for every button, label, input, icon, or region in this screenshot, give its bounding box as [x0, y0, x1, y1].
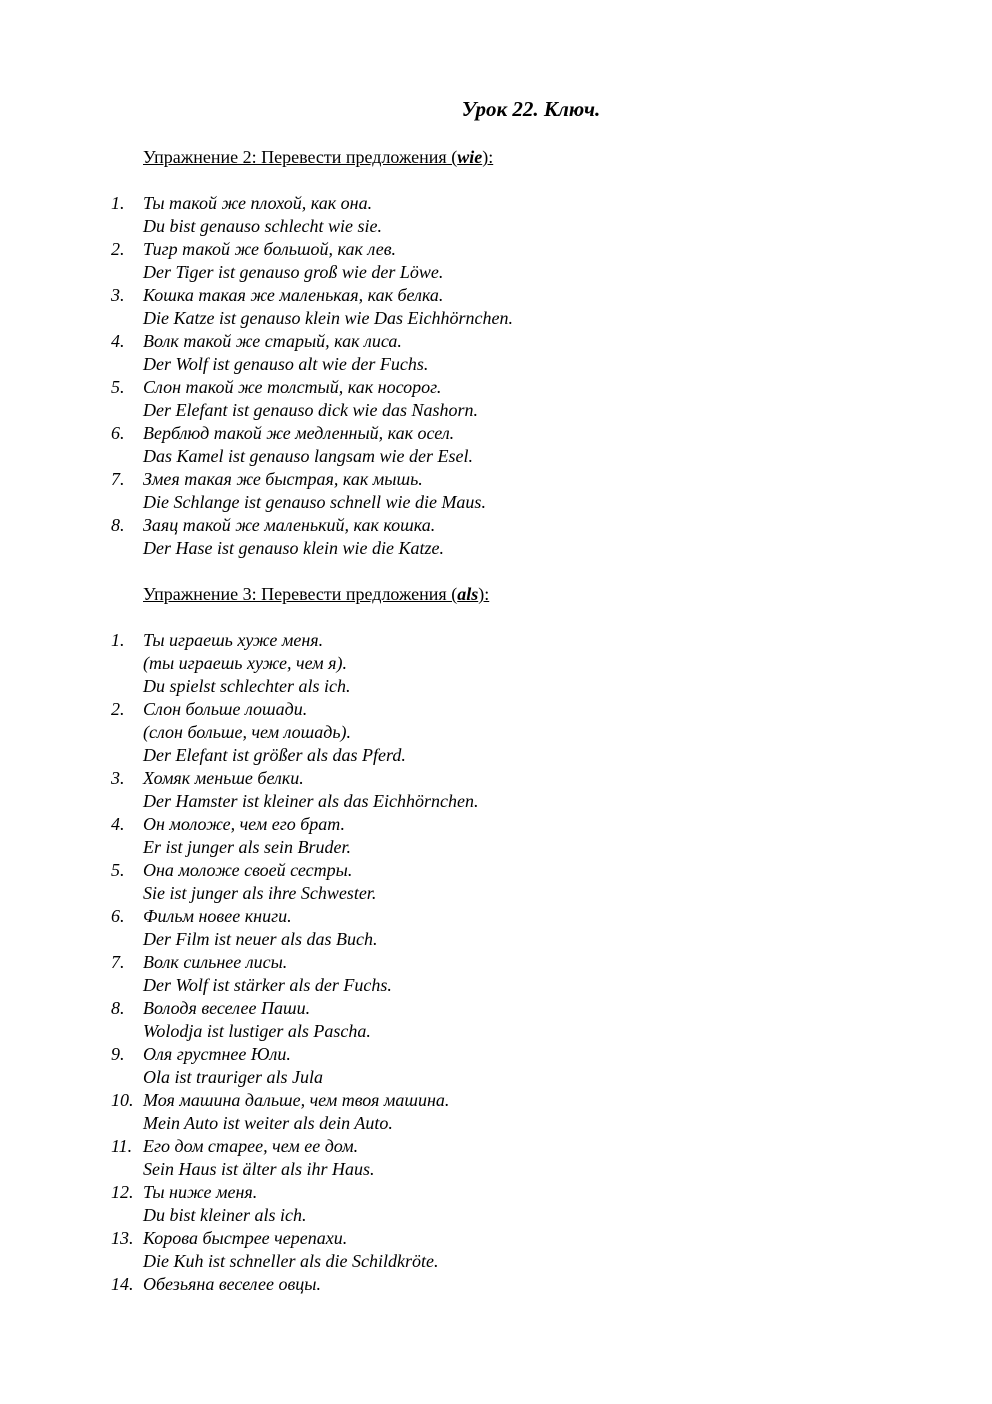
russian-sentence: Фильм новее книги.	[143, 906, 292, 926]
item-number: 3.	[111, 768, 125, 788]
item-number: 8.	[111, 998, 125, 1018]
russian-sentence: Его дом старее, чем ее дом.	[143, 1136, 359, 1156]
list-item	[0, 376, 992, 422]
list-item	[0, 1273, 992, 1296]
sentence-line: Der Wolf ist genauso alt wie der Fuchs.	[143, 354, 429, 374]
exercise-3-keyword: als	[457, 584, 479, 604]
sentence-line: Das Kamel ist genauso langsam wie der Esel.	[143, 446, 473, 466]
sentence-line: Der Hamster ist kleiner als das Eichhörnchen.	[143, 791, 479, 811]
russian-sentence: Володя веселее Паши.	[143, 998, 311, 1018]
item-number: 7.	[111, 469, 125, 489]
list-item	[0, 192, 992, 238]
item-number: 4.	[111, 814, 125, 834]
item-number: 6.	[111, 423, 125, 443]
exercise-3-heading-suffix: ):	[478, 584, 490, 604]
list-item	[0, 997, 992, 1043]
exercise-3-heading	[143, 583, 489, 606]
sentence-line: Der Elefant ist genauso dick wie das Nashorn.	[143, 400, 478, 420]
item-number: 8.	[111, 515, 125, 535]
item-number: 14.	[111, 1274, 134, 1294]
list-item	[0, 1089, 992, 1135]
sentence-line: (ты играешь хуже, чем я).	[143, 653, 347, 673]
item-number: 2.	[111, 699, 125, 719]
russian-sentence: Змея такая же быстрая, как мышь.	[143, 469, 423, 489]
sentence-line: Der Tiger ist genauso groß wie der Löwe.	[143, 262, 444, 282]
exercise-2-heading-prefix: Упражнение 2: Перевести предложения (	[143, 147, 458, 167]
russian-sentence: Слон больше лошади.	[143, 699, 308, 719]
item-number: 12.	[111, 1182, 134, 1202]
sentence-line: Du bist kleiner als ich.	[143, 1205, 307, 1225]
russian-sentence: Хомяк меньше белки.	[143, 768, 304, 788]
russian-sentence: Обезьяна веселее овцы.	[143, 1274, 321, 1294]
list-item	[0, 951, 992, 997]
item-number: 4.	[111, 331, 125, 351]
sentence-line: Wolodja ist lustiger als Pascha.	[143, 1021, 371, 1041]
list-item	[0, 514, 992, 560]
exercise-2-heading-suffix: ):	[482, 147, 494, 167]
item-number: 3.	[111, 285, 125, 305]
item-number: 7.	[111, 952, 125, 972]
list-item	[0, 629, 992, 698]
sentence-line: Die Kuh ist schneller als die Schildkröte.	[143, 1251, 439, 1271]
item-number: 9.	[111, 1044, 125, 1064]
list-item	[0, 422, 992, 468]
list-item	[0, 698, 992, 767]
sentence-line: Er ist junger als sein Bruder.	[143, 837, 352, 857]
list-item	[0, 330, 992, 376]
item-number: 11.	[111, 1136, 133, 1156]
russian-sentence: Оля грустнее Юли.	[143, 1044, 291, 1064]
sentence-line: Die Katze ist genauso klein wie Das Eichhörnchen.	[143, 308, 513, 328]
sentence-line: Sein Haus ist älter als ihr Haus.	[143, 1159, 375, 1179]
exercise-3-list	[0, 629, 992, 1296]
list-item	[0, 284, 992, 330]
russian-sentence: Волк сильнее лисы.	[143, 952, 288, 972]
list-item	[0, 767, 992, 813]
list-item	[0, 1135, 992, 1181]
sentence-line: Du spielst schlechter als ich.	[143, 676, 351, 696]
russian-sentence: Ты такой же плохой, как она.	[143, 193, 373, 213]
russian-sentence: Тигр такой же большой, как лев.	[143, 239, 397, 259]
item-number: 5.	[111, 377, 125, 397]
russian-sentence: Волк такой же старый, как лиса.	[143, 331, 402, 351]
list-item	[0, 1043, 992, 1089]
sentence-line: Der Film ist neuer als das Buch.	[143, 929, 378, 949]
item-number: 6.	[111, 906, 125, 926]
list-item	[0, 859, 992, 905]
item-number: 1.	[111, 193, 125, 213]
russian-sentence: Она моложе своей сестры.	[143, 860, 353, 880]
russian-sentence: Кошка такая же маленькая, как белка.	[143, 285, 444, 305]
sentence-line: Mein Auto ist weiter als dein Auto.	[143, 1113, 393, 1133]
page-title: Урок 22. Ключ.	[461, 97, 601, 121]
sentence-line: Du bist genauso schlecht wie sie.	[143, 216, 382, 236]
item-number: 1.	[111, 630, 125, 650]
item-number: 5.	[111, 860, 125, 880]
list-item	[0, 813, 992, 859]
sentence-line: Sie ist junger als ihre Schwester.	[143, 883, 377, 903]
russian-sentence: Он моложе, чем его брат.	[143, 814, 345, 834]
russian-sentence: Слон такой же толстый, как носорог.	[143, 377, 442, 397]
item-number: 10.	[111, 1090, 134, 1110]
sentence-line: Der Elefant ist größer als das Pferd.	[143, 745, 406, 765]
sentence-line: Ola ist trauriger als Jula	[143, 1067, 324, 1087]
russian-sentence: Ты ниже меня.	[143, 1182, 258, 1202]
exercise-2-heading	[143, 146, 493, 169]
exercise-2-keyword: wie	[457, 147, 483, 167]
item-number: 13.	[111, 1228, 134, 1248]
russian-sentence: Моя машина дальше, чем твоя машина.	[143, 1090, 450, 1110]
sentence-line: Der Hase ist genauso klein wie die Katze.	[143, 538, 444, 558]
sentence-line: Der Wolf ist stärker als der Fuchs.	[143, 975, 392, 995]
sentence-line: (слон больше, чем лошадь).	[143, 722, 352, 742]
list-item	[0, 1181, 992, 1227]
exercise-2-list	[0, 192, 992, 560]
russian-sentence: Корова быстрее черепахи.	[143, 1228, 348, 1248]
russian-sentence: Верблюд такой же медленный, как осел.	[143, 423, 455, 443]
item-number: 2.	[111, 239, 125, 259]
list-item	[0, 468, 992, 514]
exercise-3-heading-prefix: Упражнение 3: Перевести предложения (	[143, 584, 458, 604]
list-item	[0, 238, 992, 284]
russian-sentence: Ты играешь хуже меня.	[143, 630, 324, 650]
russian-sentence: Заяц такой же маленький, как кошка.	[143, 515, 436, 535]
list-item	[0, 1227, 992, 1273]
sentence-line: Die Schlange ist genauso schnell wie die Maus.	[143, 492, 486, 512]
list-item	[0, 905, 992, 951]
